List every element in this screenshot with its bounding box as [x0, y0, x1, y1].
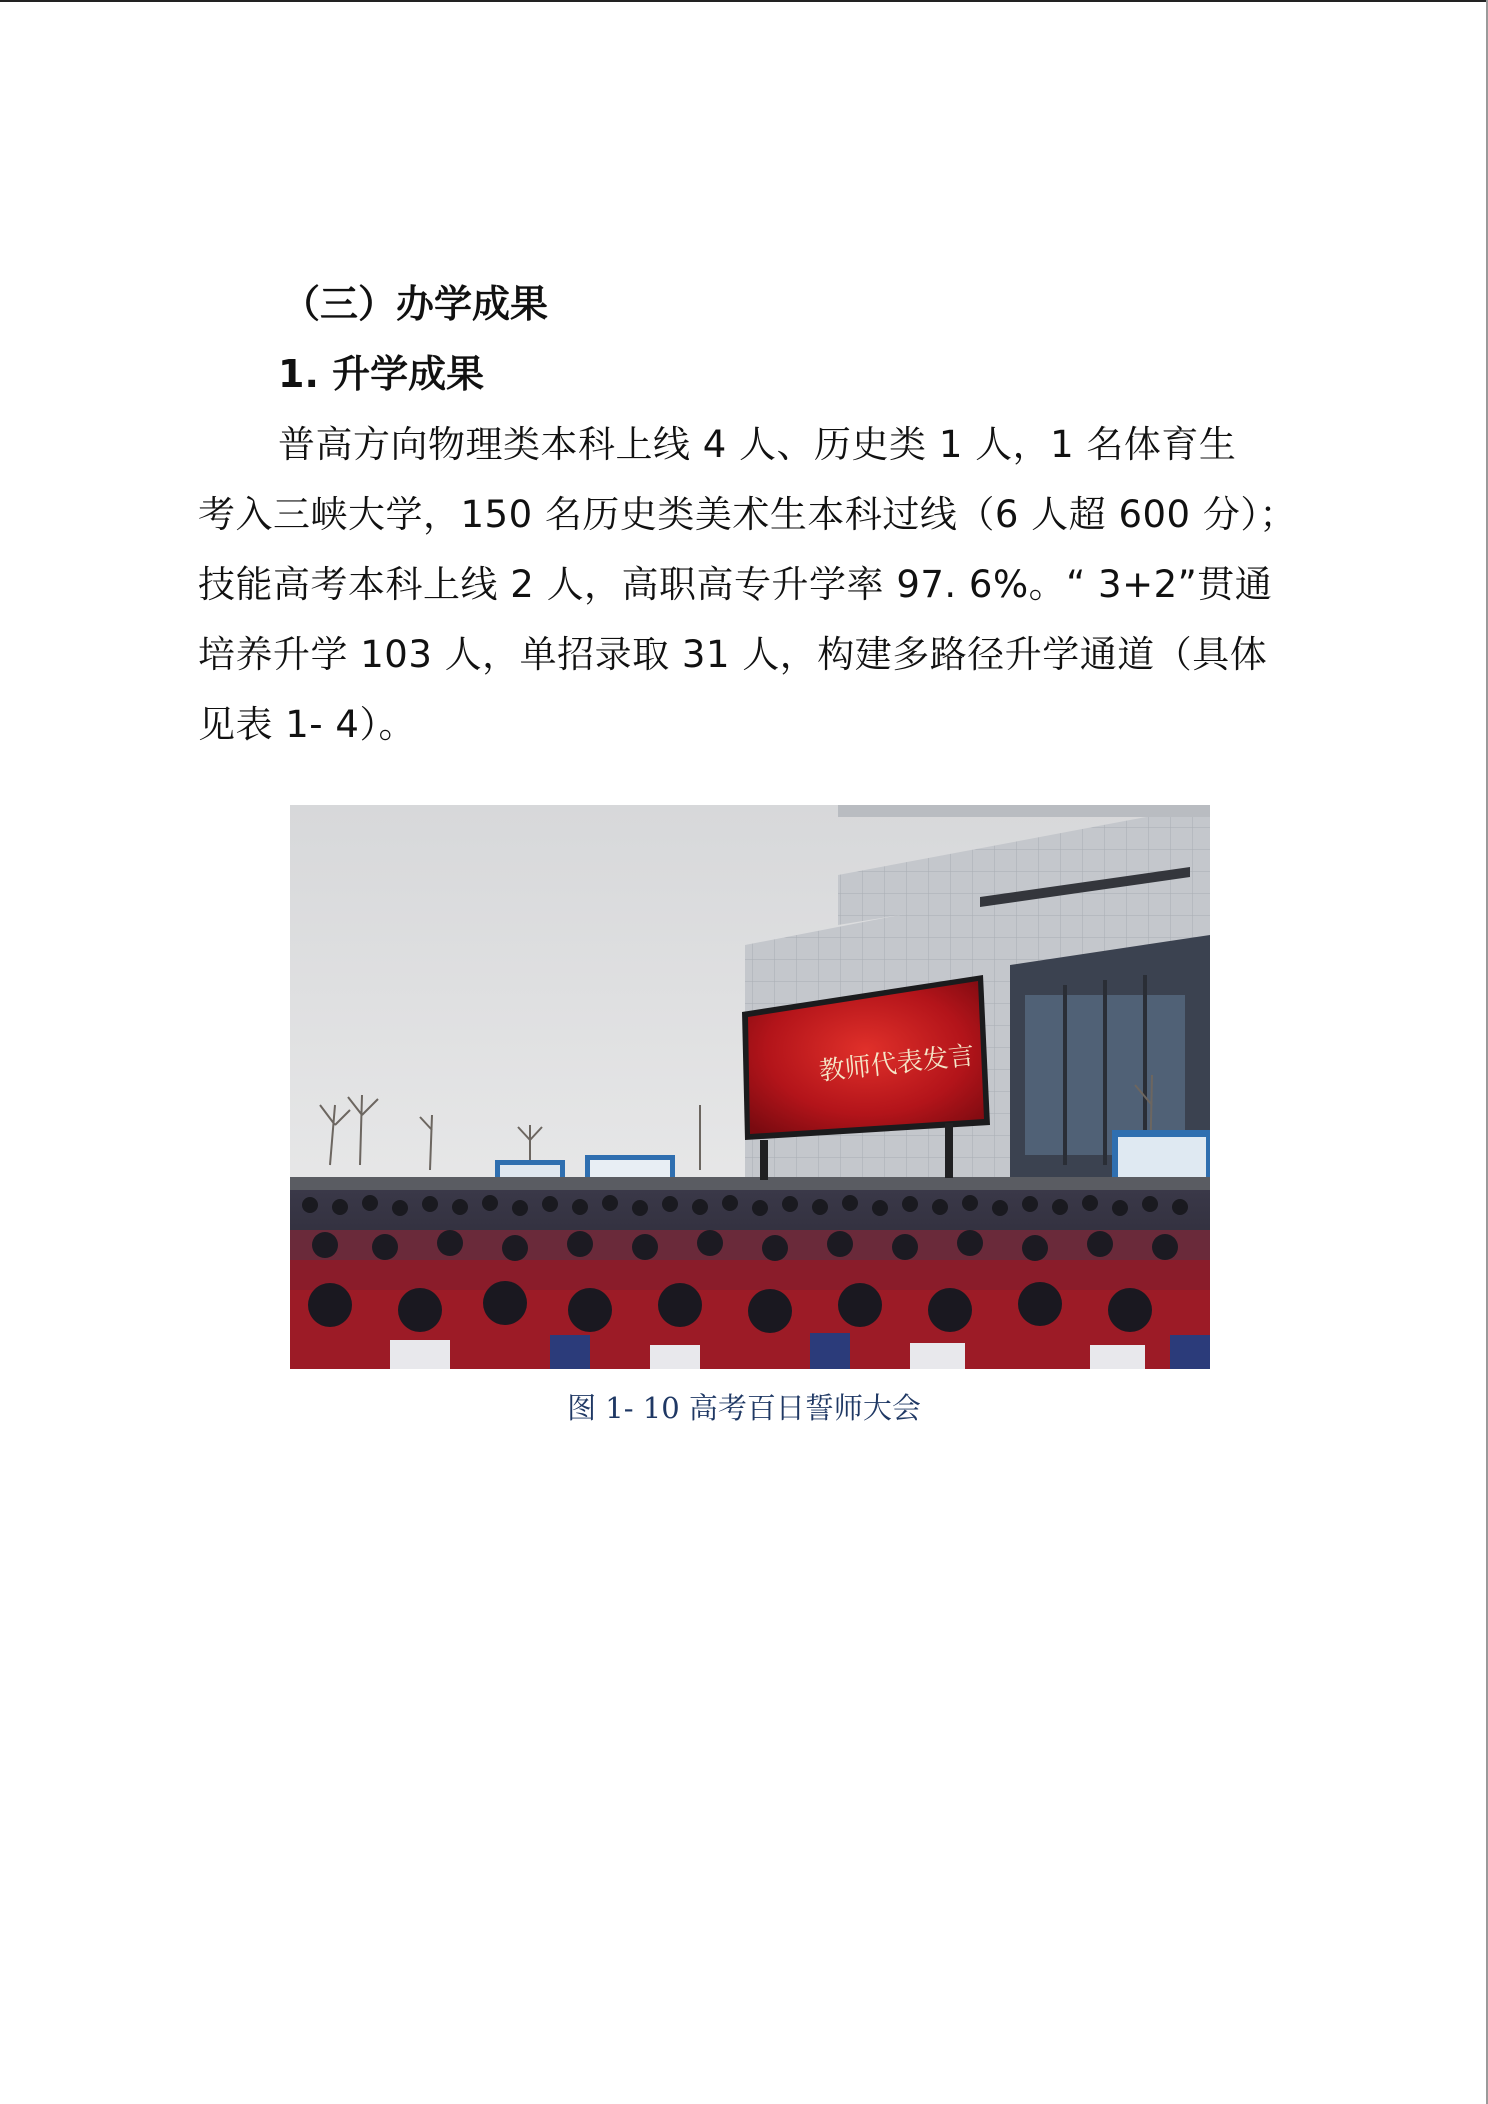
paragraph-line: 技能高考本科上线 2 人，高职高专升学率 97. 6%。“ 3+2”贯通: [198, 563, 1273, 606]
figure-caption: 图 1- 10 高考百日誓师大会: [567, 1391, 921, 1425]
paragraph-line: 培养升学 103 人，单招录取 31 人，构建多路径升学通道（具体: [198, 633, 1268, 676]
screen-text: 教师代表发言: [817, 1040, 976, 1087]
top-page-border: [0, 0, 1488, 2]
paragraph-line: 普高方向物理类本科上线 4 人、历史类 1 人，1 名体育生: [278, 423, 1237, 466]
section-heading: （三）办学成果: [282, 282, 549, 326]
sub-heading: 1. 升学成果: [278, 352, 485, 396]
rally-photo: [290, 805, 1210, 1369]
paragraph-line: 考入三峡大学，150 名历史类美术生本科过线（6 人超 600 分）；: [198, 493, 1297, 536]
paragraph-line: 见表 1- 4）。: [198, 703, 416, 746]
